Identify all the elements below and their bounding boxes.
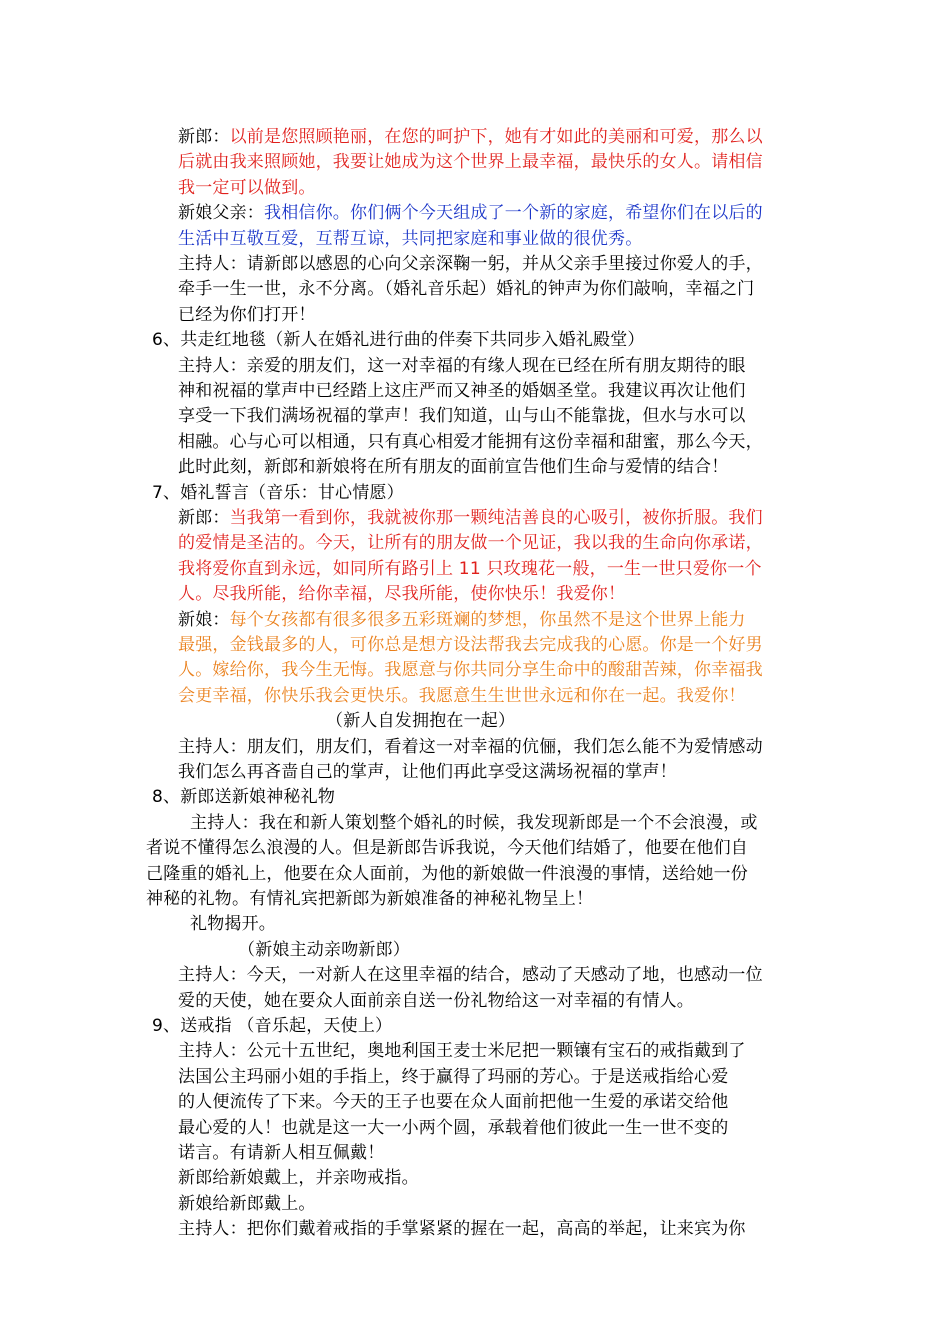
host-speech-2-text: 享受一下我们满场祝福的掌声！我们知道，山与山不能靠拢，但水与水可以 <box>178 406 746 426</box>
stage-direction-kiss-text: （新娘主动亲吻新郎） <box>238 940 410 960</box>
section-9-heading-line <box>152 1013 392 1039</box>
host-speech-6-text: 的人便流传了下来。今天的王子也要在众人面前把他一生爱的承诺交给他 <box>178 1092 729 1112</box>
host-speech-4-line <box>146 886 593 912</box>
host-speech-1-text: 已经为你们打开！ <box>178 305 316 325</box>
host-speech-2-text: 此时此刻，新郎和新娘将在所有朋友的面前宣告他们生命与爱情的结合！ <box>178 457 729 477</box>
host-speech-6-text: 最心爱的人！也就是这一大一小两个圆，承载着他们彼此一生一世不变的 <box>178 1118 729 1138</box>
bride-vow-text: 人。嫁给你，我今生无悔。我愿意与你共同分享生命中的酸甜苦辣，你幸福我 <box>178 660 763 680</box>
host-speech-2-line <box>178 403 746 429</box>
host-speech-5-text: 主持人：今天，一对新人在这里幸福的结合，感动了天感动了地，也感动一位 <box>178 965 763 985</box>
stage-direction-kiss-line <box>238 937 410 963</box>
section-6-heading-line <box>152 327 645 353</box>
groom-vow-line <box>178 581 625 607</box>
host-speech-1-line <box>178 251 763 277</box>
host-speech-6-line <box>178 1064 728 1090</box>
stage-direction-hug-text: （新人自发拥抱在一起） <box>326 711 516 731</box>
host-speech-6-line <box>178 1115 728 1141</box>
bride-vow-text: 会更幸福，你快乐我会更快乐。我愿意生生世世永远和你在一起。我爱你！ <box>178 686 746 706</box>
bride-father-speech-text: 我相信你。你们俩个今天组成了一个新的家庭，希望你们在以后的 <box>264 203 763 223</box>
host-speech-5-line <box>178 988 694 1014</box>
host-speech-2-line <box>178 454 728 480</box>
groom-vow-line <box>178 530 763 556</box>
bride-vow-line <box>178 632 763 658</box>
bride-vow-line <box>178 657 763 683</box>
host-speech-4-text: 己隆重的婚礼上，他要在众人面前，为他的新娘做一件浪漫的事情，送给她一份 <box>146 864 748 884</box>
host-speech-1-text: 牵手一生一世，永不分离。（婚礼音乐起）婚礼的钟声为你们敲响，幸福之门 <box>178 279 755 299</box>
host-speech-4-line <box>146 861 748 887</box>
bride-vow-line <box>178 683 746 709</box>
bride-father-speech-line <box>178 226 642 252</box>
groom-speech-1-line <box>178 175 316 201</box>
stage-direction-hug-line <box>326 708 515 734</box>
host-speech-5-line <box>178 962 763 988</box>
host-speech-7-text: 主持人：把你们戴着戒指的手掌紧紧的握在一起，高高的举起，让来宾为你 <box>178 1219 746 1239</box>
groom-speech-1-line <box>178 124 763 150</box>
groom-vow-text: 人。尽我所能，给你幸福，尽我所能，使你快乐！我爱你！ <box>178 584 626 604</box>
stage-direction-gift-line <box>190 911 276 937</box>
host-speech-2-text: 相融。心与心可以相通，只有真心相爱才能拥有这份幸福和甜蜜，那么今天， <box>178 432 763 452</box>
host-speech-6-line <box>178 1089 728 1115</box>
host-speech-6-text: 诺言。有请新人相互佩戴！ <box>178 1143 385 1163</box>
host-speech-3-text: 我们怎么再吝啬自己的掌声，让他们再此享受这满场祝福的掌声！ <box>178 762 677 782</box>
speaker-label: 新郎： <box>178 508 230 528</box>
bride-father-speech-text: 生活中互敬互爱，互帮互谅，共同把家庭和事业做的很优秀。 <box>178 229 643 249</box>
host-speech-4-text: 者说不懂得怎么浪漫的人。但是新郎告诉我说，今天他们结婚了，他要在他们自 <box>146 838 748 858</box>
host-speech-1-text: 主持人：请新郎以感恩的心向父亲深鞠一躬，并从父亲手里接过你爱人的手， <box>178 254 763 274</box>
speaker-label: 新娘父亲： <box>178 203 264 223</box>
bride-vow-text: 最强，金钱最多的人，可你总是想方设法帮我去完成我的心愿。你是一个好男 <box>178 635 763 655</box>
stage-direction-ring-1-line <box>178 1165 419 1191</box>
groom-speech-1-line <box>178 149 763 175</box>
section-7-heading-text: 7、婚礼誓言（音乐：甘心情愿） <box>152 483 404 503</box>
bride-father-speech-line <box>178 200 763 226</box>
groom-vow-line <box>178 556 762 582</box>
groom-speech-1-text: 后就由我来照顾她，我要让她成为这个世界上最幸福，最快乐的女人。请相信 <box>178 152 763 172</box>
stage-direction-ring-1-text: 新郎给新娘戴上，并亲吻戒指。 <box>178 1168 419 1188</box>
host-speech-6-line <box>178 1038 746 1064</box>
section-8-heading-text: 8、新郎送新娘神秘礼物 <box>152 787 336 807</box>
host-speech-4-line <box>146 835 748 861</box>
section-8-heading-line <box>152 784 335 810</box>
host-speech-7-line <box>178 1216 746 1242</box>
host-speech-2-text: 神和祝福的掌声中已经踏上这庄严而又神圣的婚姻圣堂。我建议再次让他们 <box>178 381 746 401</box>
host-speech-3-line <box>178 759 677 785</box>
speaker-label: 新娘： <box>178 610 230 630</box>
host-speech-6-line <box>178 1140 384 1166</box>
host-speech-6-text: 法国公主玛丽小姐的手指上，终于赢得了玛丽的芳心。于是送戒指给心爱 <box>178 1067 729 1087</box>
host-speech-3-line <box>178 734 763 760</box>
bride-vow-text: 每个女孩都有很多很多五彩斑斓的梦想，你虽然不是这个世界上能力 <box>229 610 746 630</box>
groom-vow-text: 当我第一看到你，我就被你那一颗纯洁善良的心吸引，被你折服。我们 <box>229 508 763 528</box>
host-speech-4-line <box>190 810 758 836</box>
section-6-heading-text: 6、共走红地毯（新人在婚礼进行曲的伴奏下共同步入婚礼殿堂） <box>152 330 645 350</box>
host-speech-2-line <box>178 353 746 379</box>
host-speech-3-text: 主持人：朋友们，朋友们，看着这一对幸福的伉俪，我们怎么能不为爱情感动 <box>178 737 763 757</box>
groom-speech-1-text: 以前是您照顾艳丽，在您的呵护下，她有才如此的美丽和可爱，那么以 <box>229 127 763 147</box>
host-speech-1-line <box>178 276 754 302</box>
host-speech-5-text: 爱的天使，她在要众人面前亲自送一份礼物给这一对幸福的有情人。 <box>178 991 694 1011</box>
speaker-label: 新郎： <box>178 127 230 147</box>
section-7-heading-line <box>152 480 404 506</box>
stage-direction-gift-text: 礼物揭开。 <box>190 914 276 934</box>
host-speech-4-text: 主持人：我在和新人策划整个婚礼的时候，我发现新郎是一个不会浪漫，或 <box>190 813 758 833</box>
host-speech-2-text: 主持人：亲爱的朋友们，这一对幸福的有缘人现在已经在所有朋友期待的眼 <box>178 356 746 376</box>
groom-speech-1-text: 我一定可以做到。 <box>178 178 316 198</box>
groom-vow-line <box>178 505 763 531</box>
host-speech-2-line <box>178 429 763 455</box>
bride-vow-line <box>178 607 746 633</box>
host-speech-6-text: 主持人：公元十五世纪，奥地利国王麦士米尼把一颗镶有宝石的戒指戴到了 <box>178 1041 746 1061</box>
host-speech-2-line <box>178 378 746 404</box>
host-speech-4-text: 神秘的礼物。有情礼宾把新郎为新娘准备的神秘礼物呈上！ <box>146 889 594 909</box>
groom-vow-text: 我将爱你直到永远，如同所有路引上 11 只玫瑰花一般，一生一世只爱你一个 <box>178 559 762 579</box>
groom-vow-text: 的爱情是圣洁的。今天，让所有的朋友做一个见证，我以我的生命向你承诺， <box>178 533 763 553</box>
stage-direction-ring-2-line <box>178 1191 316 1217</box>
section-9-heading-text: 9、送戒指 （音乐起，天使上） <box>152 1016 393 1036</box>
stage-direction-ring-2-text: 新娘给新郎戴上。 <box>178 1194 316 1214</box>
host-speech-1-line <box>178 302 316 328</box>
